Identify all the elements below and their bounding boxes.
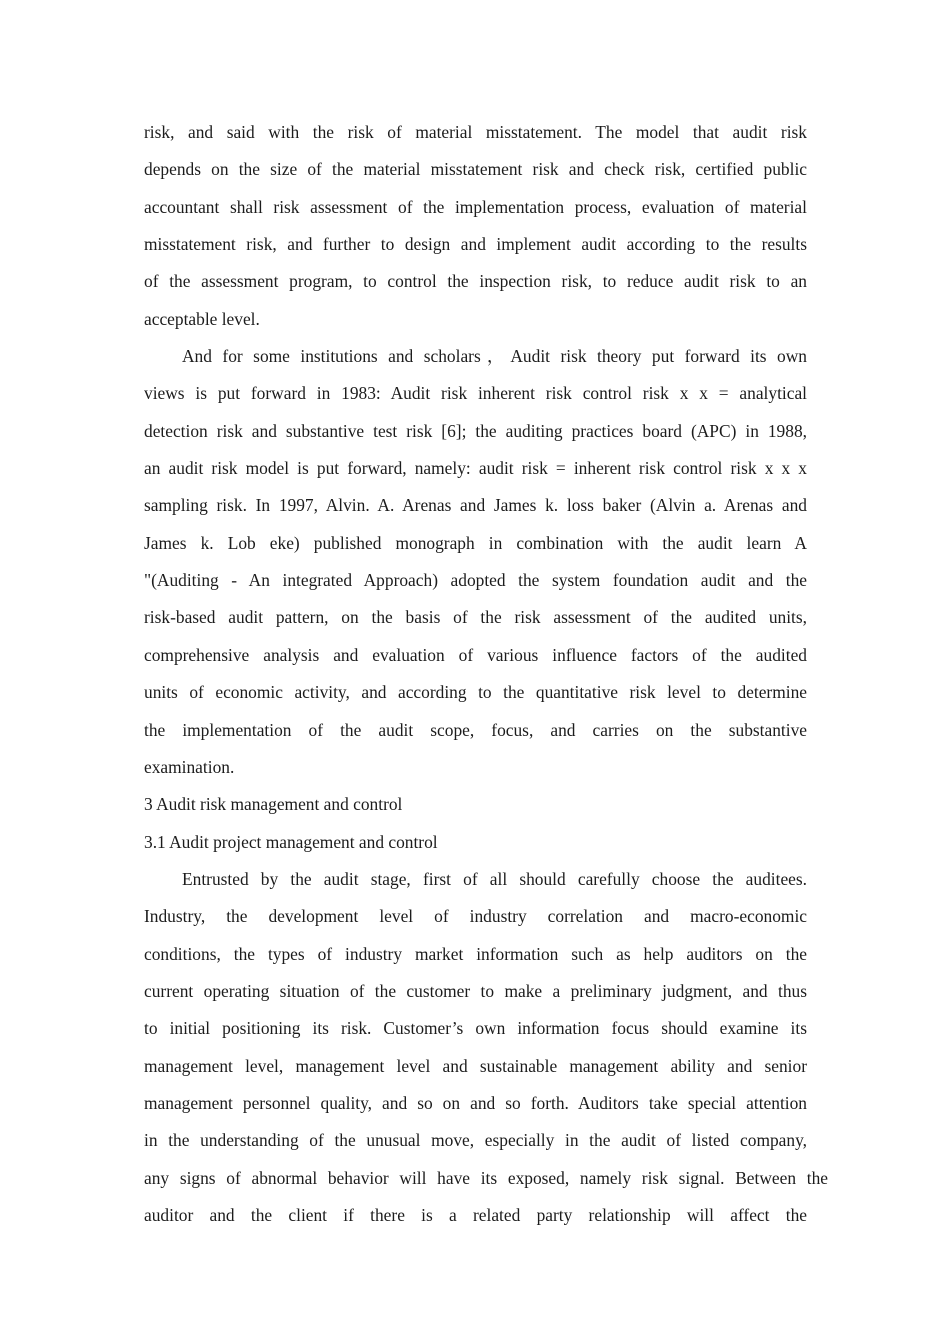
paragraph-2-line-7: "(Auditing - An integrated Approach) adopted the system foundation audit and the bbox=[144, 570, 807, 590]
paragraph-2-line-11: the implementation of the audit scope, focus, and carries on the substantive bbox=[144, 720, 807, 740]
paragraph-3-line-6: management level, management level and sustainable management ability and senior bbox=[144, 1056, 807, 1076]
paragraph-1-line-3: accountant shall risk assessment of the implementation process, evaluation of material bbox=[144, 197, 807, 217]
paragraph-2-line-2: views is put forward in 1983: Audit risk inherent risk control risk x x = analytical bbox=[144, 383, 807, 403]
subsection-heading: 3.1 Audit project management and control bbox=[144, 832, 438, 852]
paragraph-2-line-4: an audit risk model is put forward, namely: audit risk = inherent risk control risk x x x bbox=[144, 458, 807, 478]
paragraph-3-line-2: Industry, the development level of industry correlation and macro-economic bbox=[144, 906, 807, 926]
paragraph-3-line-4: current operating situation of the customer to make a preliminary judgment, and thus bbox=[144, 981, 807, 1001]
paragraph-3-line-7: management personnel quality, and so on and so forth. Auditors take special attention bbox=[144, 1093, 807, 1113]
paragraph-1-line-2: depends on the size of the material misstatement risk and check risk, certified public bbox=[144, 159, 807, 179]
paragraph-3-line-10: auditor and the client if there is a related party relationship will affect the bbox=[144, 1205, 807, 1225]
paragraph-2-line-10: units of economic activity, and according to the quantitative risk level to determine bbox=[144, 682, 807, 702]
paragraph-3-line-9: any signs of abnormal behavior will have its exposed, namely risk signal. Between the bbox=[144, 1168, 828, 1188]
paragraph-2-line-6: James k. Lob eke) published monograph in combination with the audit learn A bbox=[144, 533, 807, 553]
paragraph-2-line-3: detection risk and substantive test risk [6]; the auditing practices board (APC) in 1988, bbox=[144, 421, 807, 441]
paragraph-1-line-4: misstatement risk, and further to design and implement audit according to the results bbox=[144, 234, 807, 254]
paragraph-3-line-5: to initial positioning its risk. Customer’s own information focus should examine its bbox=[144, 1018, 807, 1038]
paragraph-3-line-3: conditions, the types of industry market information such as help auditors on the bbox=[144, 944, 807, 964]
section-heading: 3 Audit risk management and control bbox=[144, 794, 403, 814]
paragraph-2-line-12: examination. bbox=[144, 757, 235, 777]
paragraph-1-line-1: risk, and said with the risk of material misstatement. The model that audit risk bbox=[144, 122, 807, 142]
paragraph-2-line-8: risk-based audit pattern, on the basis of the risk assessment of the audited units, bbox=[144, 607, 807, 627]
paragraph-3-line-1: Entrusted by the audit stage, first of all should carefully choose the auditees. bbox=[182, 869, 807, 889]
paragraph-1-line-6: acceptable level. bbox=[144, 309, 260, 329]
paragraph-2-line-1: And for some institutions and scholars，Audit risk theory put forward its own bbox=[182, 346, 807, 366]
paragraph-3-line-8: in the understanding of the unusual move, especially in the audit of listed company, bbox=[144, 1130, 807, 1150]
paragraph-2-line-5: sampling risk. In 1997, Alvin. A. Arenas and James k. loss baker (Alvin a. Arenas and bbox=[144, 495, 807, 515]
paragraph-1-line-5: of the assessment program, to control the inspection risk, to reduce audit risk to an bbox=[144, 271, 807, 291]
paragraph-2-line-9: comprehensive analysis and evaluation of various influence factors of the audited bbox=[144, 645, 807, 665]
